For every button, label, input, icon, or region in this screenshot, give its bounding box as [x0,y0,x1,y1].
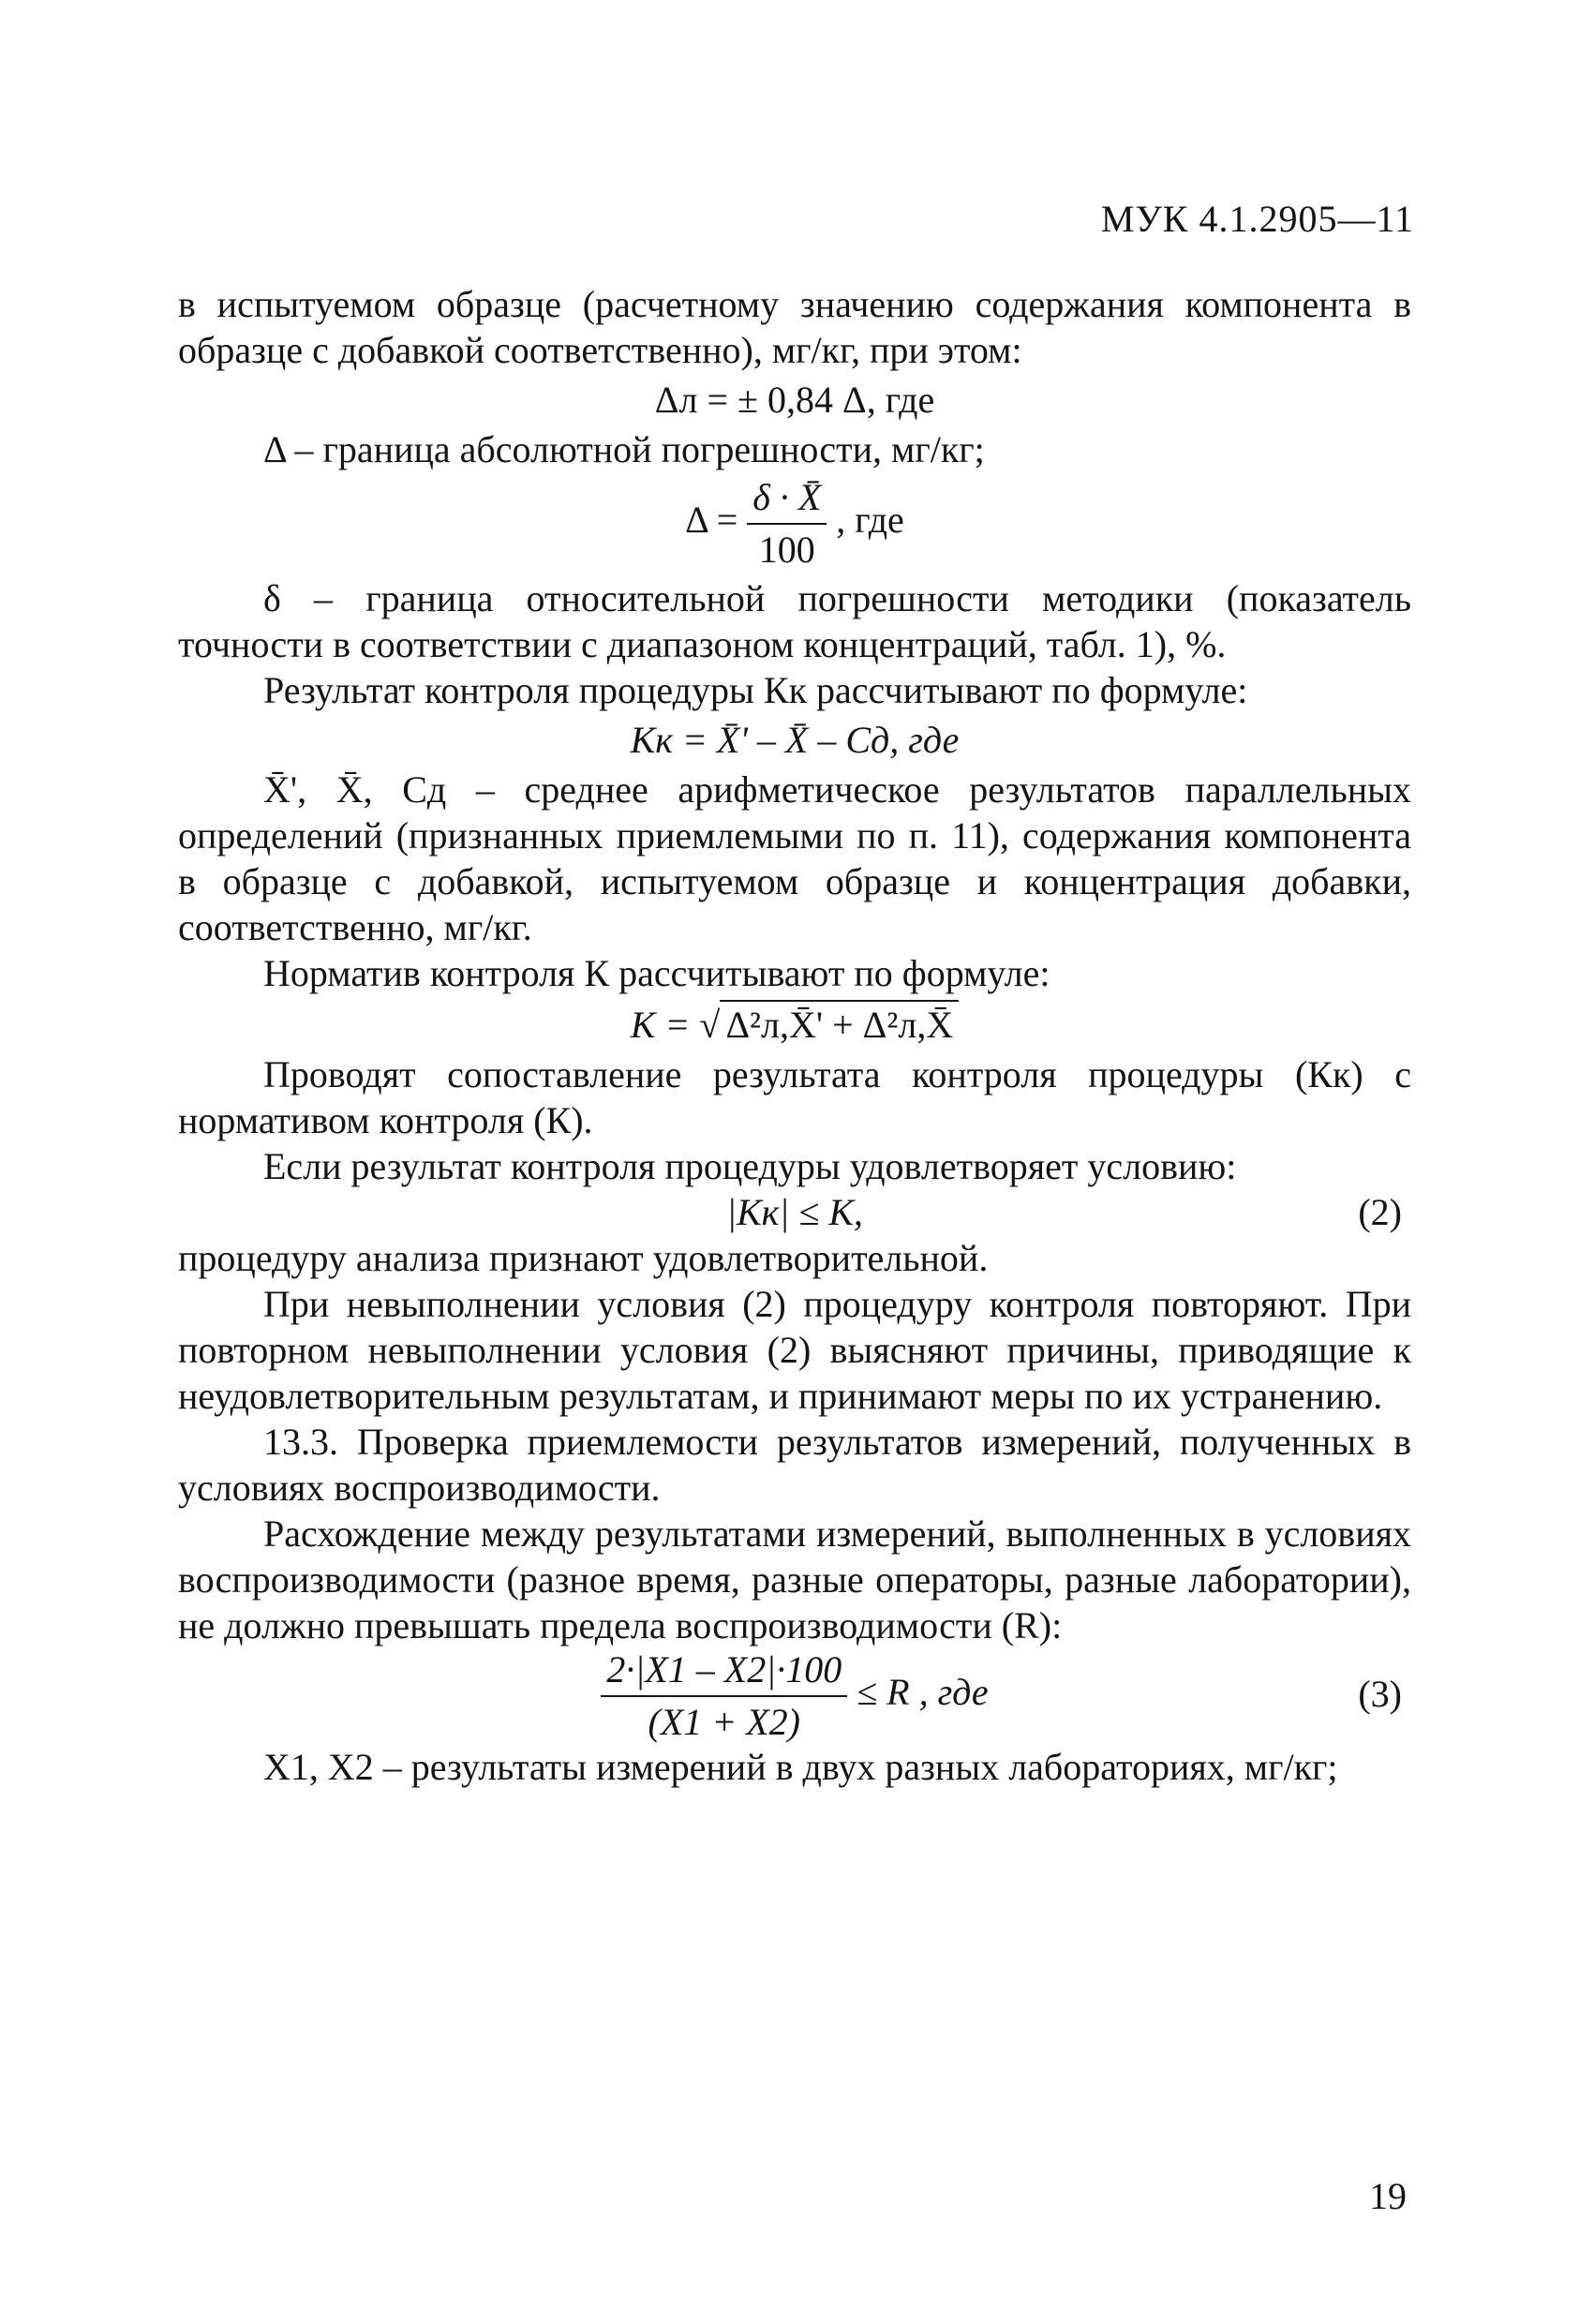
formula-delta-l: Δл = ± 0,84 Δ, где [654,379,935,421]
paragraph-8: Если результат контроля процедуры удовлетворяет условию: [263,1145,1237,1187]
paragraph-5: X̄', X̄, Сд – среднее арифметическое результатов параллельных определений (признанных приемлемыми по п. 11), содержания компонента в образце с добавкой, испытуемом образце и концентрация добавки, соответственно, мг/кг. [178,768,1411,948]
paragraph-1: в испытуемом образце (расчетному значению содержания компонента в образце с добавкой соответственно), мг/кг, при этом: [178,283,1411,371]
formula-delta-fraction [747,476,827,572]
paragraph-4: Результат контроля процедуры Кк рассчитывают по формуле: [263,669,1248,711]
paragraph-10: При невыполнении условия (2) процедуру контроля повторяют. При повторном невыполнении условия (2) выясняют причины, приводящие к неудовлетворительным результатам, и принимают меры по их устранению. [178,1283,1411,1417]
formula-k-radicand: Δ²л,X̄' + Δ²л,X̄ [720,1000,959,1048]
paragraph-12: Расхождение между результатами измерений, выполненных в условиях воспроизводимости (разное время, разные операторы, разные лаборатории), не должно превышать предела воспроизводимости (R): [178,1512,1411,1646]
formula-k [178,1000,1411,1048]
equation-number-3: (3) [1358,1673,1402,1715]
formula-condition [178,1189,1411,1235]
formula-reproducibility-tail: ≤ R , где [857,1671,989,1714]
paragraph-6: Норматив контроля К рассчитывают по формуле: [263,952,1050,994]
paragraph-13: X1, X2 – результаты измерений в двух разных лабораториях, мг/кг; [263,1746,1338,1788]
formula-delta-tail: , где [836,499,904,542]
equation-number-2: (2) [1358,1191,1402,1233]
page-number: 19 [1369,2175,1407,2217]
paragraph-2: Δ – граница абсолютной погрешности, мг/кг; [263,428,985,470]
formula-k-lhs: К = [630,1004,691,1046]
formula-delta-numerator: δ · X̄ [747,476,827,525]
paragraph-7: Проводят сопоставление результата контроля процедуры (Кк) с нормативом контроля (К). [178,1053,1411,1141]
paragraph-3: δ – граница относительной погрешности методики (показатель точности в соответствии с диапазоном концентраций, табл. 1), %. [178,577,1411,665]
formula-reproducibility-fraction [601,1648,847,1744]
paragraph-11: 13.3. Проверка приемлемости результатов измерений, полученных в условиях воспроизводимости. [178,1421,1411,1509]
document-code: МУК 4.1.2905—11 [1100,198,1414,240]
formula-reproducibility [178,1648,1411,1744]
formula-delta [178,476,1411,572]
formula-reproducibility-denominator: (X1 + X2) [648,1701,800,1743]
formula-condition-expr: |Кк| ≤ К, [726,1191,863,1233]
formula-delta-denominator: 100 [758,529,815,571]
formula-reproducibility-numerator: 2·|X1 – X2|·100 [601,1648,847,1697]
sqrt-sign: √ [699,1004,721,1046]
document-body [178,281,1411,1790]
formula-delta-lhs: Δ = [685,499,738,542]
formula-kk: Кк = X̄' – X̄ – Сд, где [630,719,960,761]
paragraph-9: процедуру анализа признают удовлетворительной. [178,1237,989,1279]
